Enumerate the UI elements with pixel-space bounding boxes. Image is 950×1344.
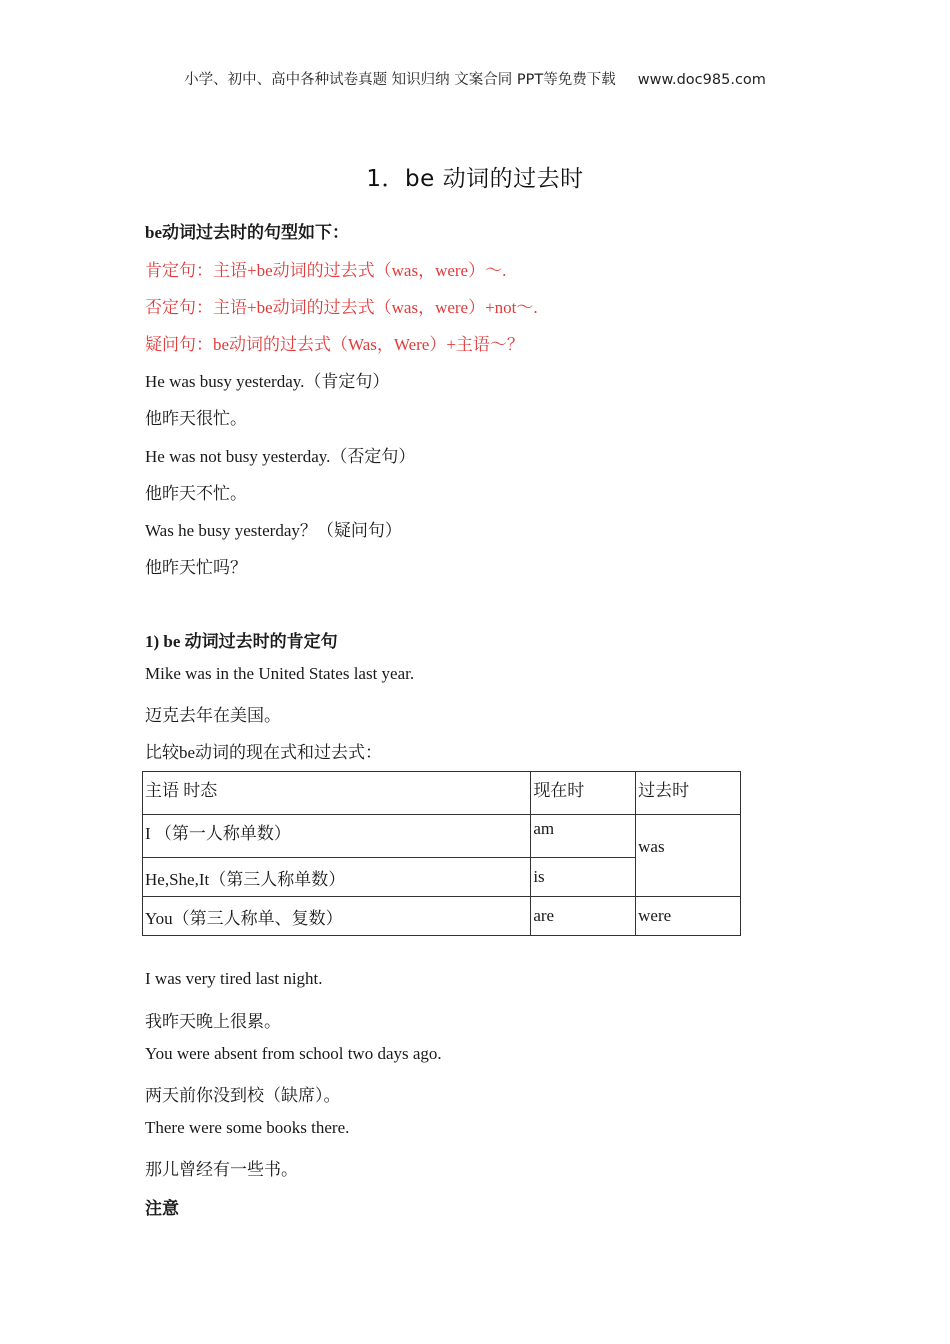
comparison-table — [142, 771, 741, 936]
example-line: 那儿曾经有一些书。 — [145, 1160, 298, 1179]
page-title: 1．be 动词的过去时 — [366, 166, 584, 192]
table-cell: He,She,It（第三人称单数） — [143, 858, 531, 897]
table-cell-merged: was — [636, 815, 741, 897]
example-line: Was he busy yesterday？（疑问句） — [145, 521, 402, 540]
pattern-question: 疑问句：be动词的过去式（Was，Were）+主语～？ — [145, 335, 524, 354]
example-line: You were absent from school two days ago. — [145, 1044, 442, 1063]
table-row — [143, 897, 741, 936]
pattern-affirmative: 肯定句：主语+be动词的过去式（was，were）～. — [145, 261, 507, 280]
intro-text: be动词过去时的句型如下： — [145, 223, 349, 242]
example-line: He was not busy yesterday.（否定句） — [145, 447, 416, 466]
table-header-cell: 过去时 — [636, 772, 741, 815]
example-line: 他昨天忙吗？ — [145, 558, 247, 577]
example-line: I was very tired last night. — [145, 969, 323, 988]
page-header — [0, 68, 950, 89]
table-row — [143, 815, 741, 858]
table-cell: are — [531, 897, 636, 936]
table-cell: were — [636, 897, 741, 936]
section-line: 迈克去年在美国。 — [145, 706, 281, 725]
header-url[interactable]: www.doc985.com — [637, 72, 766, 88]
section-line: 比较be动词的现在式和过去式： — [145, 743, 383, 762]
note-heading: 注意 — [145, 1199, 179, 1218]
example-line: He was busy yesterday.（肯定句） — [145, 372, 390, 391]
header-text: 小学、初中、高中各种试卷真题 知识归纳 文案合同 PPT等免费下载 — [184, 72, 616, 88]
example-line: There were some books there. — [145, 1118, 350, 1137]
table-cell: You（第三人称单、复数） — [143, 897, 531, 936]
table-cell: I （第一人称单数） — [143, 815, 531, 858]
table-cell: is — [531, 858, 636, 897]
section-line: Mike was in the United States last year. — [145, 664, 415, 683]
pattern-negative: 否定句：主语+be动词的过去式（was，were）+not～. — [145, 298, 538, 317]
table-header-cell: 主语 时态 — [143, 772, 531, 815]
table-header-cell: 现在时 — [531, 772, 636, 815]
table-header-row — [143, 772, 741, 815]
table-cell: am — [531, 815, 636, 858]
example-line: 我昨天晚上很累。 — [145, 1012, 281, 1031]
example-line: 他昨天很忙。 — [145, 409, 247, 428]
section-heading: 1) be 动词过去时的肯定句 — [145, 632, 338, 651]
example-line: 两天前你没到校（缺席）。 — [145, 1086, 341, 1105]
example-line: 他昨天不忙。 — [145, 484, 247, 503]
